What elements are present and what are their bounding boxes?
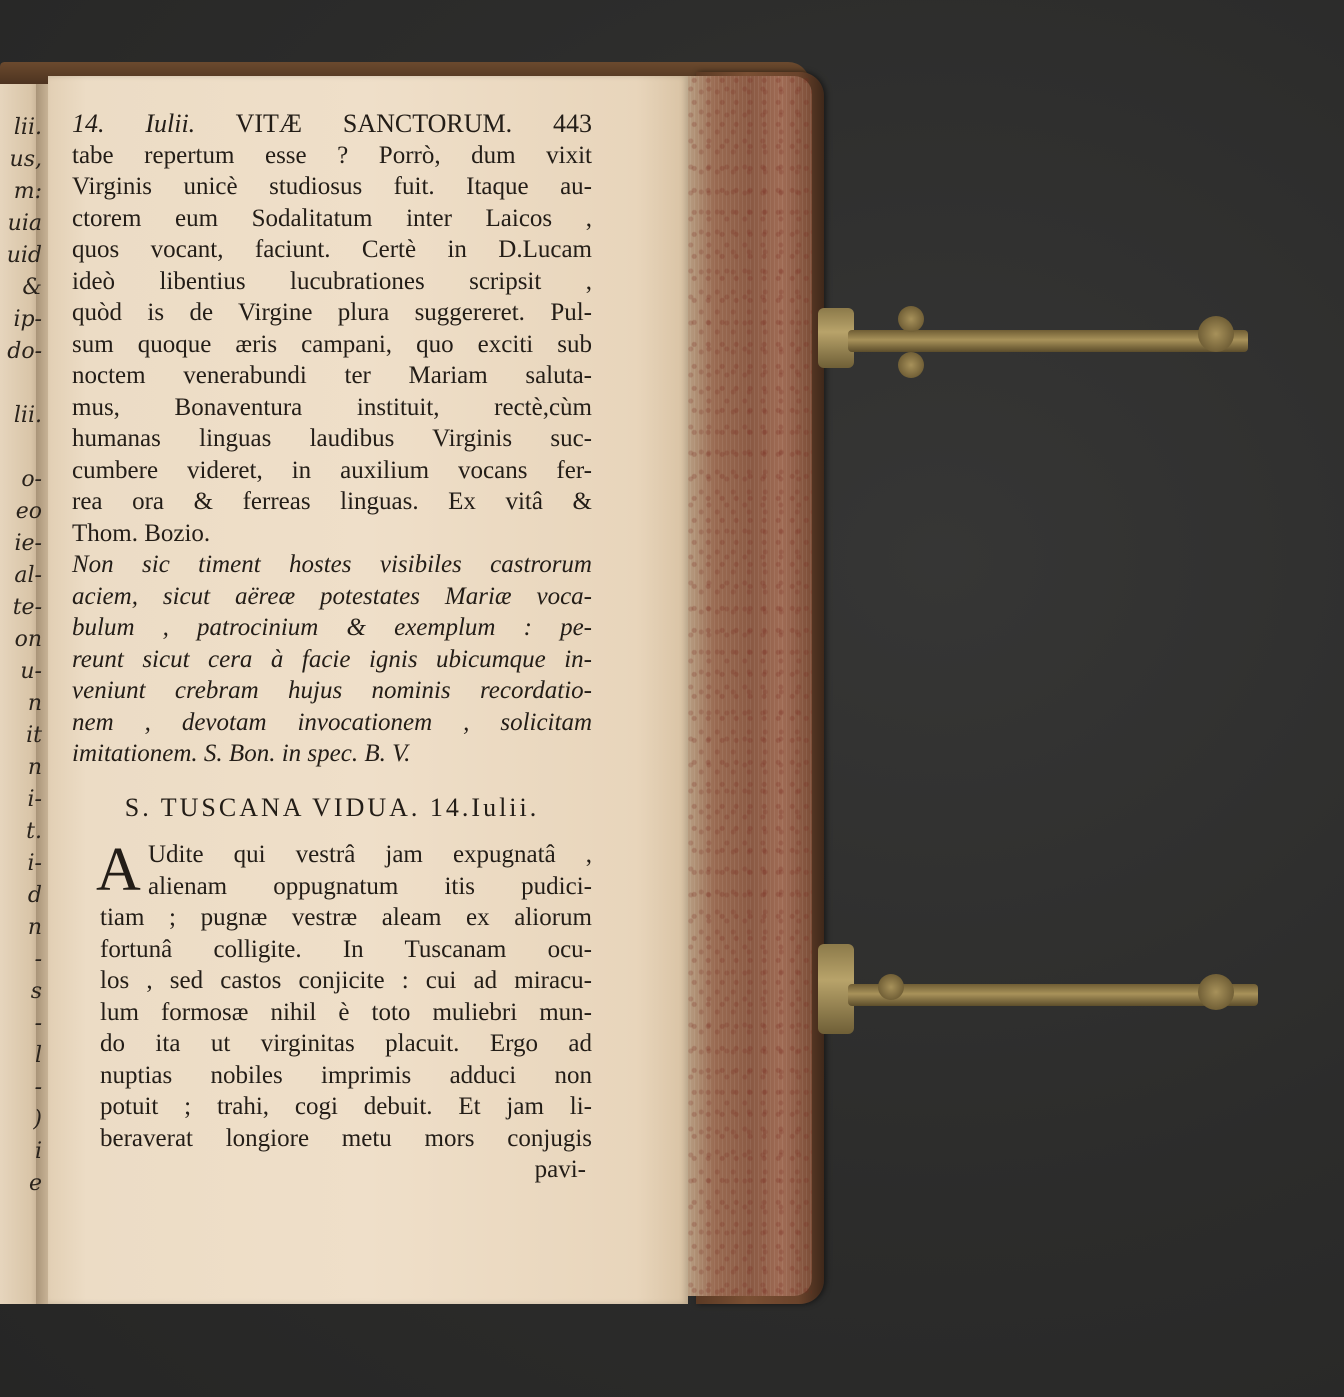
page-text — [72, 108, 592, 1186]
margin-fragment: l — [34, 1043, 42, 1068]
margin-fragment: t. — [26, 819, 42, 844]
margin-fragment: do- — [7, 339, 42, 364]
text-line: veniunt crebram hujus nominis recordatio- — [72, 677, 592, 704]
text-line: tiam ; pugnæ vestræ aleam ex aliorum — [100, 904, 592, 931]
margin-fragment: & — [22, 275, 42, 300]
margin-fragment: u- — [20, 659, 42, 684]
text-line: Virginis unicè studiosus fuit. Itaque au- — [72, 173, 592, 200]
text-line: nem , devotam invocationem , solicitam — [72, 708, 592, 736]
text-line: reunt sicut cera à facie ignis ubicumque in- — [72, 645, 592, 673]
margin-fragment: ie- — [14, 531, 42, 556]
clasp-bottom — [818, 944, 1268, 1004]
margin-fragment: al- — [14, 563, 42, 588]
margin-fragment: i- — [27, 787, 42, 812]
margin-fragment: i — [34, 1139, 42, 1164]
text-line: do ita ut virginitas placuit. Ergo ad — [100, 1030, 592, 1057]
margin-fragment — [0, 432, 42, 464]
text-line: Thom. Bozio. — [72, 519, 211, 547]
running-header — [72, 108, 592, 140]
margin-fragment: - — [34, 947, 42, 972]
text-line: cumbere videret, in auxilium vocans fer- — [72, 456, 592, 484]
text-line: beraverat longiore metu mors conjugis — [100, 1124, 592, 1152]
text-line: ctorem eum Sodalitatum inter Laicos , — [72, 204, 592, 232]
drop-cap: A — [96, 836, 141, 904]
quotation-block — [72, 549, 592, 770]
page-number: 443 — [553, 109, 593, 138]
clasp-knob — [1198, 316, 1234, 352]
clasp-bar — [848, 984, 1258, 1006]
margin-fragment: ) — [33, 1107, 42, 1132]
margin-fragment: it — [26, 723, 42, 748]
margin-fragment: d — [27, 883, 42, 908]
text-line: ideò libentius lucubrationes scripsit , — [72, 267, 592, 295]
margin-fragment: te- — [12, 595, 42, 620]
section-title: S. TUSCANA VIDUA. 14.Iulii. — [124, 792, 540, 822]
margin-fragment: uid — [6, 243, 42, 268]
clasp-knob — [878, 974, 904, 1000]
margin-fragment: e — [28, 1171, 42, 1196]
text-line: quòd is de Virgine plura suggereret. Pul- — [72, 299, 592, 326]
margin-fragment: i- — [27, 851, 42, 876]
text-line: sum quoque æris campani, quo exciti sub — [72, 330, 592, 358]
margin-fragment: s — [30, 979, 42, 1004]
text-line: alienam oppugnatum itis pudici- — [148, 872, 592, 900]
margin-fragment: n — [27, 915, 42, 940]
text-line: noctem venerabundi ter Mariam saluta- — [72, 362, 592, 389]
paragraph-body — [72, 140, 592, 550]
text-line: los , sed castos conjicite : cui ad miracu- — [100, 967, 592, 994]
margin-fragment: lii. — [13, 403, 42, 428]
section-paragraph — [96, 836, 592, 1154]
header-title: VITÆ SANCTORUM. — [235, 109, 513, 138]
text-line: fortunâ colligite. In Tuscanam ocu- — [100, 935, 592, 963]
margin-fragment: on — [14, 627, 42, 652]
margin-fragment: - — [34, 1075, 42, 1100]
clasp-top — [818, 308, 1258, 368]
margin-fragment: n — [27, 691, 42, 716]
text-line: aciem, sicut aëreæ potestates Mariæ voca- — [72, 582, 592, 610]
text-line: potuit ; trahi, cogi debuit. Et jam li- — [100, 1093, 592, 1120]
text-line: imitationem. S. Bon. in spec. B. V. — [72, 740, 411, 767]
clasp-bar — [848, 330, 1248, 352]
text-line: quos vocant, faciunt. Certè in D.Lucam — [72, 236, 592, 263]
clasp-knob — [898, 306, 924, 332]
margin-fragment: uia — [7, 211, 42, 236]
text-line: tabe repertum esse ? Porrò, dum vixit — [72, 141, 592, 169]
catchword: pavi- — [534, 1156, 586, 1183]
text-line: nuptias nobiles imprimis adduci non — [100, 1061, 592, 1089]
margin-fragment — [0, 368, 42, 400]
margin-fragment: o- — [21, 467, 42, 492]
margin-fragment: n — [27, 755, 42, 780]
margin-fragment: - — [34, 1011, 42, 1036]
text-line: Non sic timent hostes visibiles castrorum — [72, 551, 592, 578]
left-page-text-fragments — [0, 112, 42, 1200]
clasp-knob — [1198, 974, 1234, 1010]
text-line: mus, Bonaventura instituit, rectè,cùm — [72, 393, 592, 421]
margin-fragment: lii. — [13, 115, 42, 140]
text-line: lum formosæ nihil è toto muliebri mun- — [100, 998, 592, 1026]
text-line: humanas linguas laudibus Virginis suc- — [72, 425, 592, 452]
text-line: bulum , patrocinium & exemplum : pe- — [72, 614, 592, 641]
margin-fragment: ip- — [13, 307, 42, 332]
margin-fragment: us, — [9, 147, 42, 172]
margin-fragment: m: — [13, 179, 42, 204]
header-date: 14. Iulii. — [72, 109, 196, 138]
margin-fragment: eo — [15, 499, 42, 524]
clasp-knob — [898, 352, 924, 378]
text-line: rea ora & ferreas linguas. Ex vitâ & — [72, 488, 592, 515]
text-line: Udite qui vestrâ jam expugnatâ , — [148, 841, 592, 868]
